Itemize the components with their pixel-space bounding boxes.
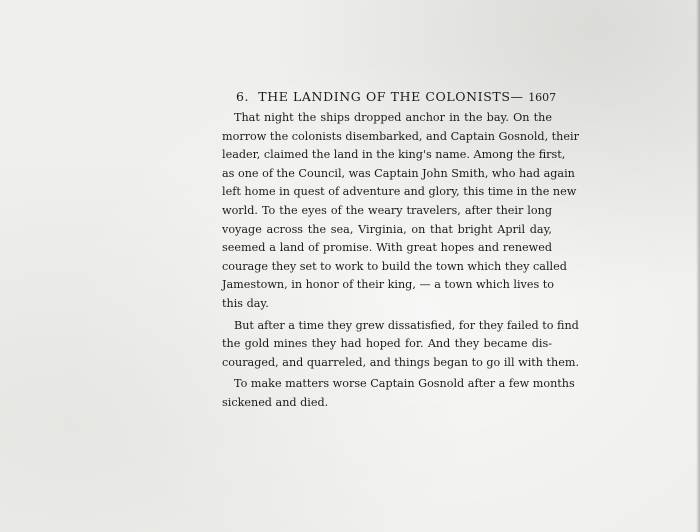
text-line: morrow the colonists disembarked, and Captain Gosnold, their: [222, 129, 579, 143]
text-line: as one of the Council, was Captain John Smith, who had again: [222, 166, 575, 180]
text-line: But after a time they grew dissatisfied, for they failed to find: [234, 318, 579, 332]
chapter-number: 6.: [236, 89, 250, 104]
text-line: sickened and died.: [222, 395, 329, 409]
paragraph-1: [222, 109, 579, 314]
chapter-dash: —: [510, 89, 524, 104]
chapter-year: 1607: [528, 91, 557, 104]
text-line: couraged, and quarreled, and things began to go ill with them.: [222, 355, 580, 369]
paragraph-2: [222, 317, 580, 373]
text-line: world. To the eyes of the weary travelers, after their long: [222, 203, 552, 217]
text-line: leader, claimed the land in the king's name. Among the first,: [222, 148, 566, 162]
text-line: To make matters worse Captain Gosnold after a few months: [234, 377, 575, 391]
text-block: [222, 88, 580, 413]
text-line: the gold mines they had hoped for. And they became dis-: [222, 337, 552, 351]
chapter-heading: [222, 88, 557, 107]
text-line: left home in quest of adventure and glory, this time in the new: [222, 185, 577, 199]
text-line: That night the ships dropped anchor in the bay. On the: [234, 111, 552, 124]
text-line: voyage across the sea, Virginia, on that bright April day,: [222, 222, 552, 236]
text-line: Jamestown, in honor of their king, — a town which lives to: [222, 278, 554, 292]
text-line: this day.: [222, 296, 269, 310]
text-line: seemed a land of promise. With great hopes and renewed: [222, 241, 552, 255]
paragraph-3: [222, 375, 575, 412]
chapter-title: THE LANDING OF THE COLONISTS: [258, 89, 511, 104]
text-line: courage they set to work to build the town which they called: [222, 259, 567, 273]
